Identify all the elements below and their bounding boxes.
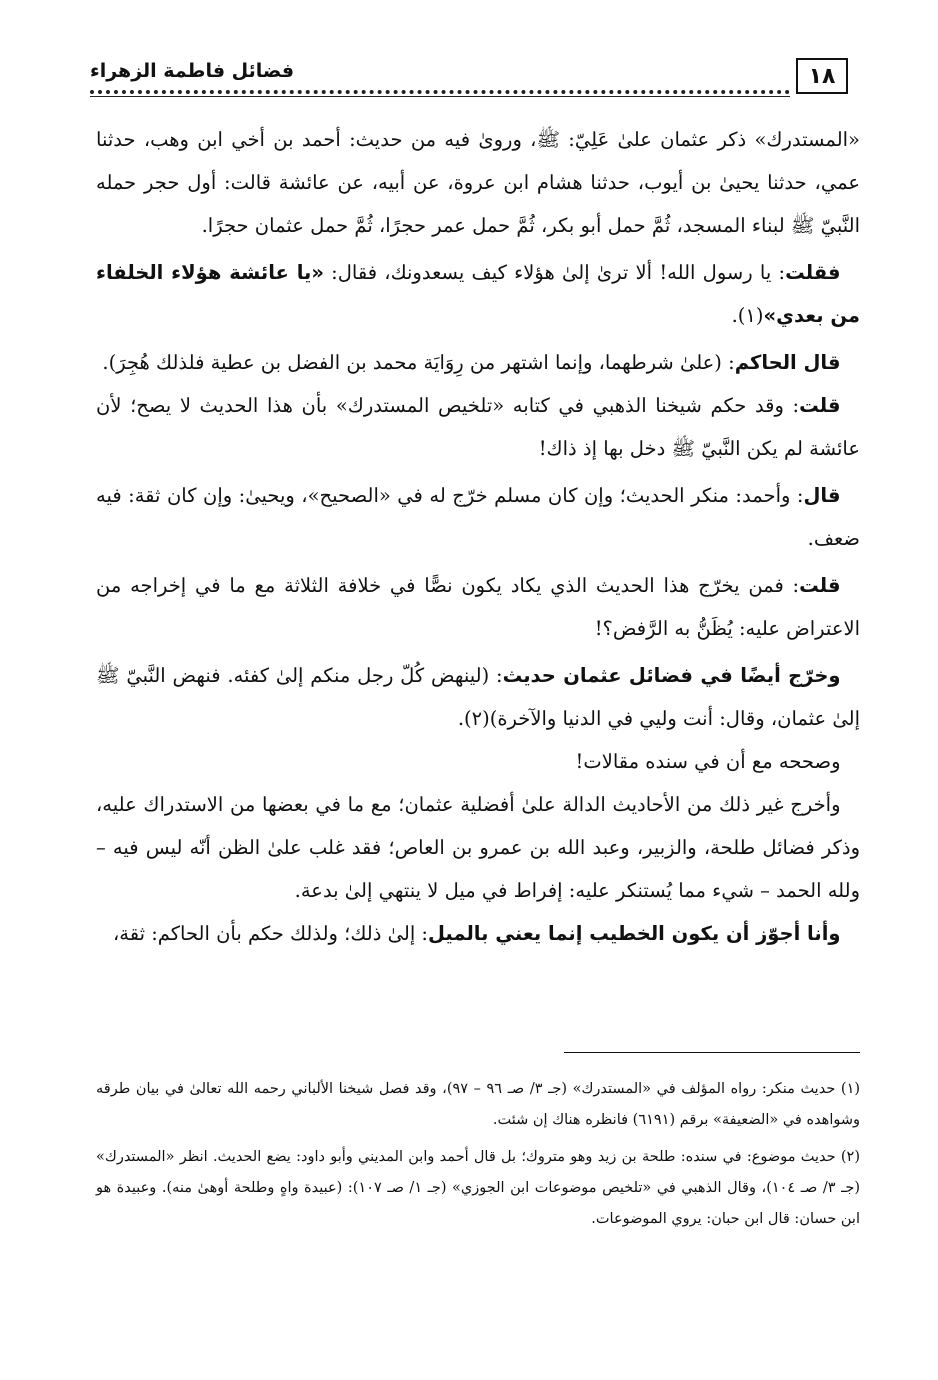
paragraph-3-text: : (علىٰ شرطهما، وإنما اشتهر من رِوَايَة محمد بن الفضل بن عطية فلذلك هُجِرَ). <box>102 351 735 374</box>
paragraph-4-lead: قلت <box>799 394 841 417</box>
hadith-quote: «يا عائشة هؤلاء الخلفاء من بعدي» <box>96 261 860 327</box>
paragraph-6-text: : فمن يخرّج هذا الحديث الذي يكاد يكون نصًّا في خلافة الثلاثة مع ما في إخراجه من الاعتراض عليه: يُظَنُّ به الرَّفض؟! <box>96 574 860 640</box>
paragraph-5-lead: قال <box>803 484 841 507</box>
paragraph-5 <box>96 474 860 560</box>
paragraph-9-text: وأخرج غير ذلك من الأحاديث الدالة علىٰ أفضلية عثمان؛ مع ما في بعضها من الاستدراك عليه، وذكر فضائل طلحة، والزبير، وعبد الله بن عمرو بن العاص؛ فقد غلب علىٰ الظن أنّه ليس فيه – ولله الحمد – شيء مما يُستنكر عليه: إفراط في ميل لا ينتهي إلىٰ بدعة. <box>96 793 860 902</box>
paragraph-10 <box>96 912 860 955</box>
paragraph-8-text: وصححه مع أن في سنده مقالات! <box>575 750 841 773</box>
paragraph-7-text: : (لينهض كُلّ رجل منكم إلىٰ كفئه. فنهض النَّبيّ ﷺ إلىٰ عثمان، وقال: أنت وليي في الدنيا والآخرة)(٢). <box>96 664 860 730</box>
paragraph-6-lead: قلت <box>799 574 841 597</box>
paragraph-3 <box>96 341 860 384</box>
page-number: ١٨ <box>796 58 848 94</box>
paragraph-3-lead: قال الحاكم <box>734 351 841 374</box>
header-rule <box>90 96 790 97</box>
paragraph-7 <box>96 654 860 740</box>
paragraph-1: «المستدرك» ذكر عثمان علىٰ عَلِيّ: ﷺ، وروىٰ فيه من حديث: أحمد بن أخي ابن وهب، حدثنا عمي، حدثنا يحيىٰ بن أيوب، حدثنا هشام ابن عروة، عن أبيه، عن عائشة قالت: أول حجر حمله النَّبيّ ﷺ لبناء المسجد، ثُمَّ حمل أبو بكر، ثُمَّ حمل عمر حجرًا، ثُمَّ حمل عثمان حجرًا. <box>96 128 860 237</box>
paragraph-5-text: : وأحمد: منكر الحديث؛ وإن كان مسلم خرّج له في «الصحيح»، ويحيىٰ: وإن كان ثقة: فيه ضعف. <box>96 484 860 550</box>
paragraph-9 <box>96 783 860 912</box>
header-dotted-rule <box>90 90 790 94</box>
paragraph-6 <box>96 564 860 650</box>
paragraph-7-lead: وخرّج أيضًا في فضائل عثمان حديث <box>502 664 841 687</box>
paragraph-2-text: : يا رسول الله! ألا ترىٰ إلىٰ هؤلاء كيف يسعدونك، فقال: <box>323 261 786 284</box>
paragraph-2-lead: فقلت <box>785 261 841 284</box>
footnote-ref-1: (١). <box>731 304 764 327</box>
paragraph-8 <box>96 740 860 783</box>
paragraph-2 <box>96 251 860 337</box>
book-title: فضائل فاطمة الزهراء <box>90 60 295 82</box>
page-header <box>90 52 848 102</box>
footnote-separator <box>564 1052 860 1053</box>
paragraph-10-lead: وأنا أجوّز أن يكون الخطيب إنما يعني بالميل <box>428 922 841 945</box>
main-text <box>96 118 860 955</box>
footnote-1: (١) حديث منكر: رواه المؤلف في «المستدرك» (جـ ٣/ صـ ٩٦ – ٩٧)، وقد فصل شيخنا الألباني رحمه الله تعالىٰ في بيان طرقه وشواهده في «الضعيفة» برقم (٦١٩١) فانظره هناك إن شئت. <box>96 1081 861 1128</box>
footnote-2: (٢) حديث موضوع: في سنده: طلحة بن زيد وهو متروك؛ بل قال أحمد وابن المديني وأبو داود: يضع الحديث. انظر «المستدرك» (جـ ٣/ صـ ١٠٤)، وقال الذهبي في «تلخيص موضوعات ابن الجوزي» (جـ ١/ صـ ١٠٧): (عبيدة واهٍ وطلحة أوهىٰ منه). وعبيدة هو ابن حسان: قال ابن حبان: يروي الموضوعات. <box>96 1149 860 1227</box>
paragraph-10-text: : إلىٰ ذلك؛ ولذلك حكم بأن الحاكم: ثقة، <box>112 922 428 945</box>
footnotes <box>96 1074 860 1235</box>
paragraph-4 <box>96 384 860 470</box>
paragraph-4-text: : وقد حكم شيخنا الذهبي في كتابه «تلخيص المستدرك» بأن هذا الحديث لا يصح؛ لأن عائشة لم يكن النَّبيّ ﷺ دخل بها إذ ذاك! <box>96 394 860 460</box>
